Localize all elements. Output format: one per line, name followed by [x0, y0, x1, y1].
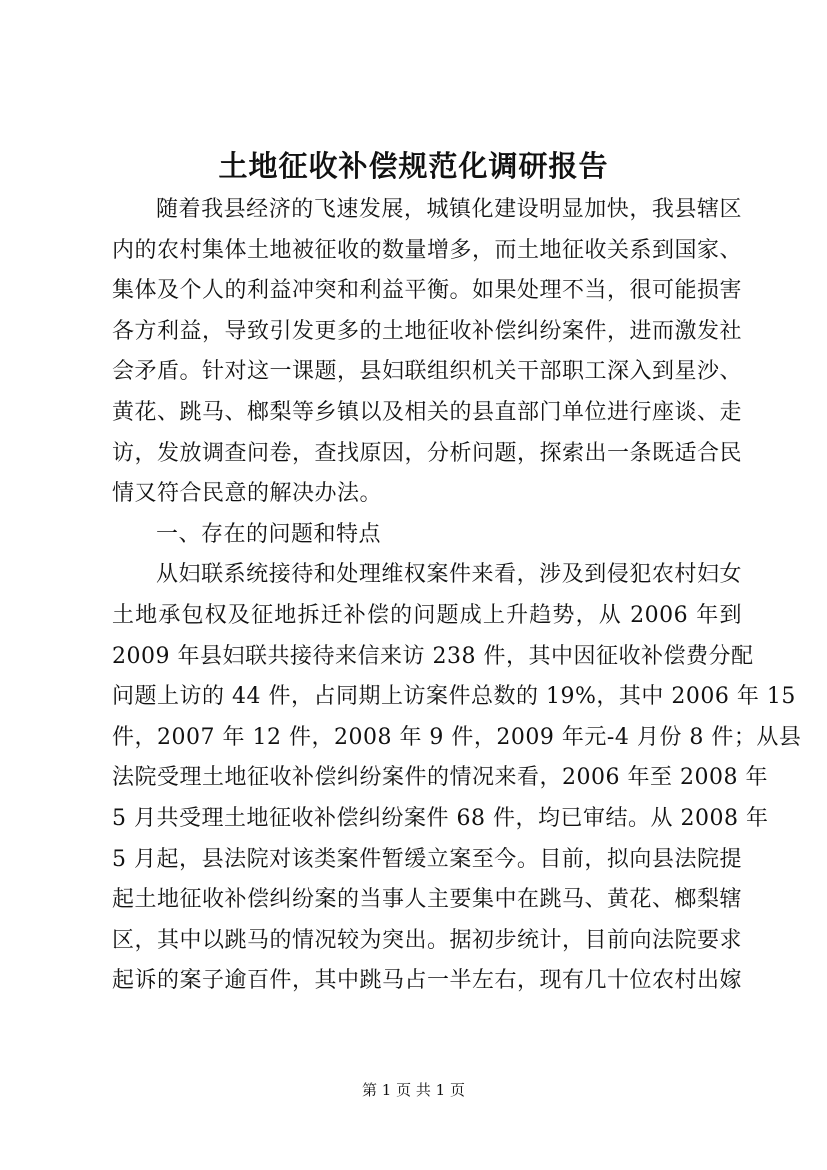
body-line: 2009 年县妇联共接待来信来访 238 件，其中因征收补偿费分配 [112, 643, 754, 669]
body-line: 起诉的案子逾百件，其中跳马占一半左右，现有几十位农村出嫁 [112, 968, 743, 994]
body-line: 土地承包权及征地拆迁补偿的问题成上升趋势，从 2006 年到 [112, 602, 742, 628]
body-line: 情又符合民意的解决办法。 [112, 481, 383, 507]
body-line: 内的农村集体土地被征收的数量增多，而土地征收关系到国家、 [112, 237, 743, 263]
body-line: 各方利益，导致引发更多的土地征收补偿纠纷案件，进而激发社 [112, 318, 743, 344]
body-line: 黄花、跳马、榔梨等乡镇以及相关的县直部门单位进行座谈、走 [112, 399, 743, 425]
body-line: 5 月共受理土地征收补偿纠纷案件 68 件，均已审结。从 2008 年 [112, 805, 769, 831]
body-line: 访，发放调查问卷，查找原因，分析问题，探索出一条既适合民 [112, 440, 743, 466]
document-body [112, 190, 802, 1002]
body-line: 法院受理土地征收补偿纠纷案件的情况来看，2006 年至 2008 年 [112, 765, 768, 791]
body-line: 问题上访的 44 件，占同期上访案件总数的 19%，其中 2006 年 15 [112, 684, 796, 710]
body-line: 区，其中以跳马的情况较为突出。据初步统计，目前向法院要求 [112, 927, 743, 953]
body-line: 件，2007 年 12 件，2008 年 9 件，2009 年元-4 月份 8 件；从县 [112, 724, 802, 750]
body-line: 随着我县经济的飞速发展，城镇化建设明显加快，我县辖区 [156, 197, 742, 222]
body-line: 从妇联系统接待和处理维权案件来看，涉及到侵犯农村妇女 [156, 562, 742, 588]
body-line: 会矛盾。针对这一课题，县妇联组织机关干部职工深入到星沙、 [112, 359, 743, 385]
body-line: 起土地征收补偿纠纷案的当事人主要集中在跳马、黄花、榔梨辖 [112, 887, 743, 913]
page-number: 第 1 页 共 1 页 [362, 1081, 465, 1099]
body-line: 一、存在的问题和特点 [156, 521, 382, 547]
body-line: 5 月起，县法院对该类案件暂缓立案至今。目前，拟向县法院提 [112, 846, 742, 872]
body-line: 集体及个人的利益冲突和利益平衡。如果处理不当，很可能损害 [112, 278, 743, 304]
document-title: 土地征收补偿规范化调研报告 [218, 149, 609, 183]
